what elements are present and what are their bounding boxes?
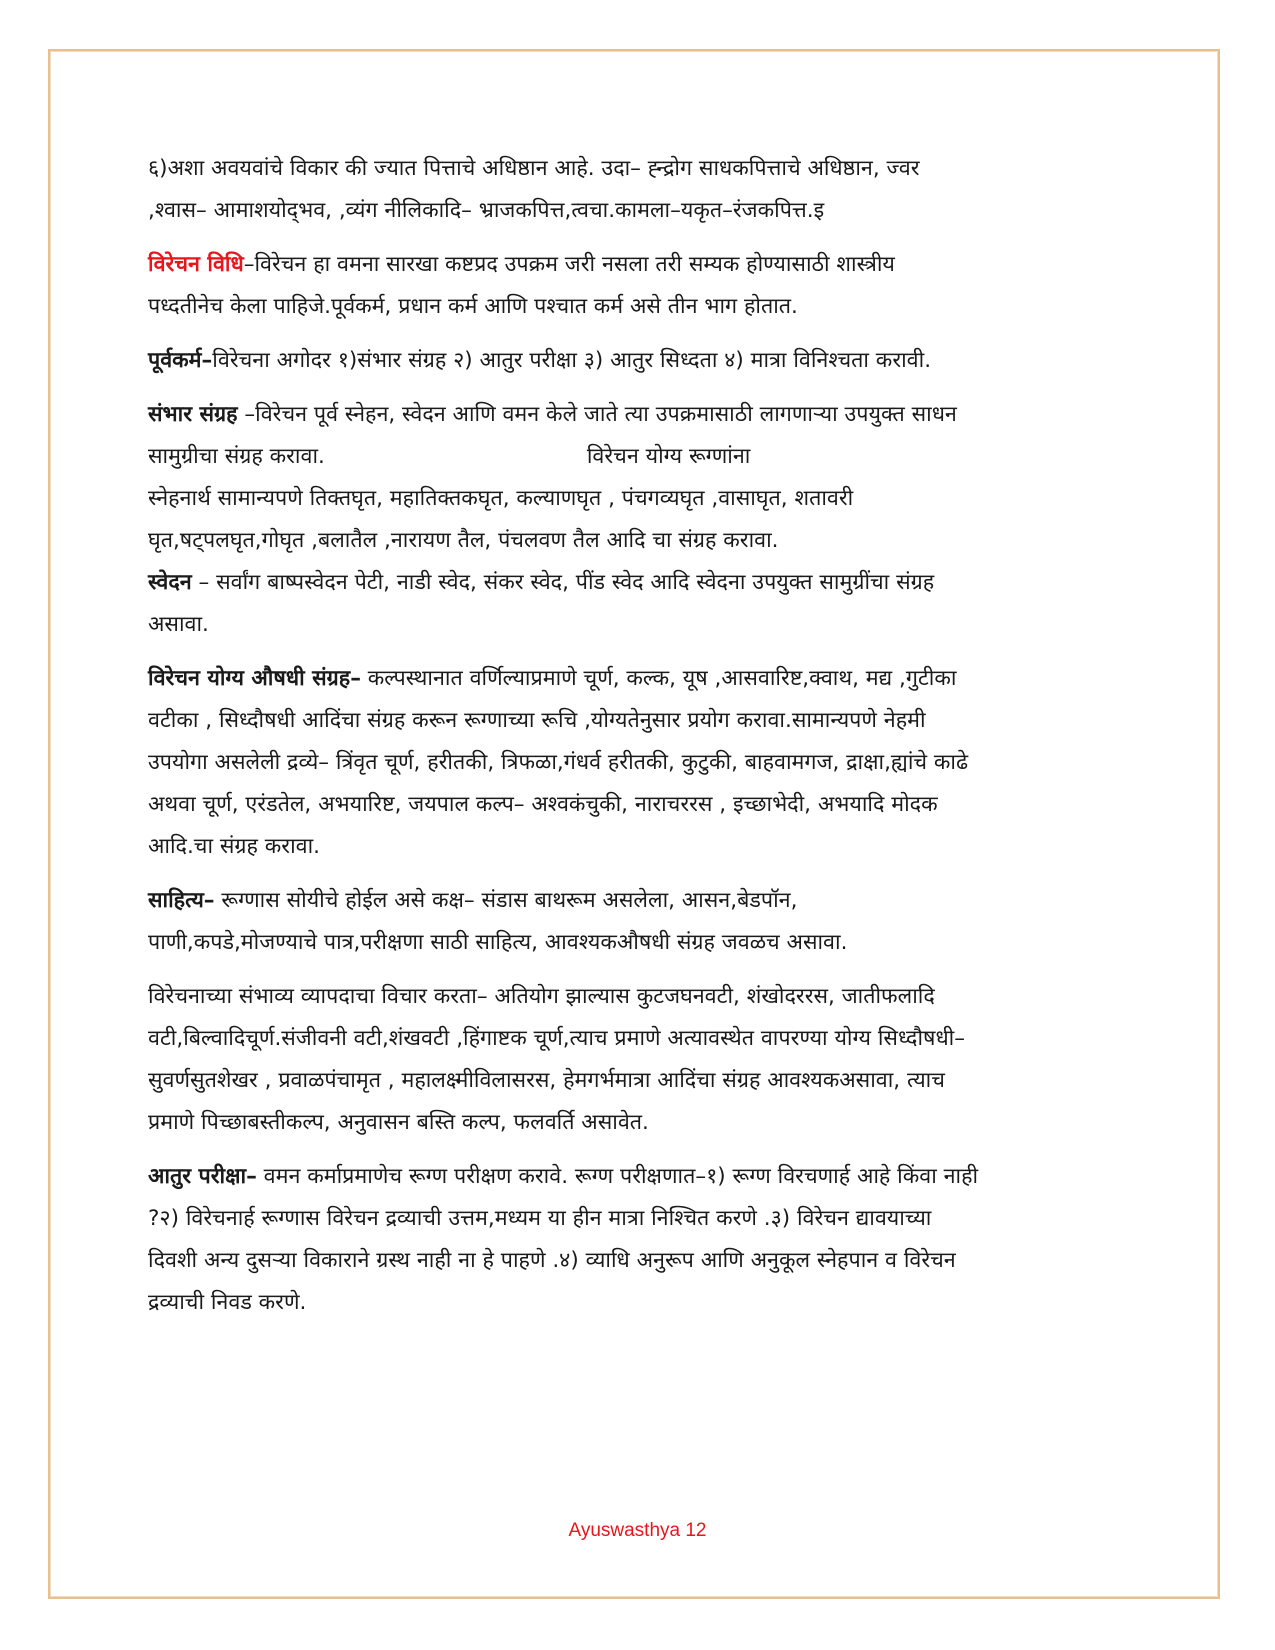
section-heading-sahitya: साहित्य– <box>148 888 215 913</box>
text-line: ६)अशा अवयवांचे विकार की ज्यात पित्ताचे अधिष्ठान आहे. उदा– ह्न्द्रोग साधकपित्ताचे अधिष्ठान, ज्वर <box>148 156 920 181</box>
paragraph-sahitya <box>148 880 1128 964</box>
section-heading-aushadhi-sangrah: विरेचन योग्य औषधी संग्रह– <box>148 666 361 691</box>
text-line: पाणी,कपडे,मोजण्याचे पात्र,परीक्षणा साठी साहित्य, आवश्यकऔषधी संग्रह जवळच असावा. <box>148 930 848 955</box>
text-line: वटीका , सिध्दौषधी आदिंचा संग्रह करून रूग्णाच्या रूचि ,योग्यतेनुसार प्रयोग करावा.सामान्यपणे नेहमी <box>148 708 926 733</box>
text-line: –विरेचन हा वमना सारखा कष्टप्रद उपक्रम जरी नसला तरी सम्यक होण्यासाठी शास्त्रीय <box>243 252 895 277</box>
text-line: सामुग्रीचा संग्रह करावा. <box>148 444 325 469</box>
text-line: आदि.चा संग्रह करावा. <box>148 834 320 859</box>
text-line: घृत,षट्पलघृत,गोघृत ,बलातैल ,नारायण तैल, पंचलवण तैल आदि चा संग्रह करावा. <box>148 528 779 553</box>
text-line: –विरेचन पूर्व स्नेहन, स्वेदन आणि वमन केले जाते त्या उपक्रमासाठी लागणाऱ्या उपयुक्त साधन <box>237 402 957 427</box>
text-line: उपयोगा असलेली द्रव्ये– त्रिंवृत चूर्ण, हरीतकी, त्रिफळा,गंधर्व हरीतकी, कुटुकी, बाहवामगज, द्राक्षा,ह्यांचे काढे <box>148 750 969 775</box>
text-line: वटी,बिल्वादिचूर्ण.संजीवनी वटी,शंखवटी ,हिंगाष्टक चूर्ण,त्याच प्रमाणे अत्यावस्थेत वापरण्या योग्य सिध्दौषधी– <box>148 1026 965 1051</box>
text-line: वमन कर्माप्रमाणेच रूग्ण परीक्षण करावे. रूग्ण परीक्षणात–१) रूग्ण विरचणार्ह आहे किंवा नाही <box>256 1164 979 1189</box>
text-line: ,श्वास– आमाशयोद्‌भव, ,व्यंग नीलिकादि– भ्राजकपित्त,त्वचा.कामला–यकृत–रंजकपित्त.इ <box>148 198 825 223</box>
text-line: – सर्वांग बाष्पस्वेदन पेटी, नाडी स्वेद, संकर स्वेद, पींड स्वेद आदि स्वेदना उपयुक्त सामुग्रींचा संग्रह <box>191 570 935 595</box>
text-line: अथवा चूर्ण, एरंडतेल, अभयारिष्ट, जयपाल कल्प– अश्वकंचुकी, नाराचररस , इच्छाभेदी, अभयादि मोदक <box>148 792 938 817</box>
text-line: द्रव्याची निवड करणे. <box>148 1290 307 1315</box>
document-body <box>148 148 1128 1336</box>
paragraph-aushadhi-sangrah <box>148 658 1128 868</box>
text-line: सुवर्णसुतशेखर , प्रवाळपंचामृत , महालक्ष्मीविलासरस, हेमगर्भमात्रा आदिंचा संग्रह आवश्यकअसावा, त्याच <box>148 1068 945 1093</box>
section-heading-virechan-vidhi: विरेचन विधि <box>148 252 244 277</box>
section-heading-atur-pariksha: आतुर परीक्षा– <box>148 1164 257 1189</box>
section-heading-sambhar-sangrah: संभार संग्रह <box>148 402 238 427</box>
text-line: विरेचन योग्य रूग्णांना <box>586 444 751 469</box>
text-line: रूग्णास सोयीचे होईल असे कक्ष– संडास बाथरूम असलेला, आसन,बेडपॉन, <box>214 888 798 913</box>
paragraph-purvakarma <box>148 340 1128 382</box>
paragraph-vyapad <box>148 976 1128 1144</box>
section-heading-purvakarma: पूर्वकर्म– <box>148 348 213 373</box>
paragraph-virechan-vidhi <box>148 244 1128 328</box>
section-heading-swedan: स्वेदन <box>148 570 192 595</box>
text-line: विरेचना अगोदर १)संभार संग्रह २) आतुर परीक्षा ३) आतुर सिध्दता ४) मात्रा विनिश्चता करावी. <box>212 348 932 373</box>
text-line: असावा. <box>148 612 209 637</box>
paragraph-atur-pariksha <box>148 1156 1128 1324</box>
text-line: कल्पस्थानात वर्णिल्याप्रमाणे चूर्ण, कल्क, यूष ,आसवारिष्ट,क्वाथ, मद्य ,गुटीका <box>360 666 957 691</box>
text-line: विरेचनाच्या संभाव्य व्यापदाचा विचार करता– अतियोग झाल्यास कुटजघनवटी, शंखोदररस, जातीफलादि <box>148 984 935 1009</box>
paragraph-sambhar-sangrah <box>148 394 1128 562</box>
text-line: पध्दतीनेच केला पाहिजे.पूर्वकर्म, प्रधान कर्म आणि पश्चात कर्म असे तीन भाग होतात. <box>148 294 798 319</box>
paragraph-organ-disorders <box>148 148 1128 232</box>
text-line: दिवशी अन्य दुसऱ्या विकाराने ग्रस्थ नाही ना हे पाहणे .४) व्याधि अनुरूप आणि अनुकूल स्नेहपान व विरेचन <box>148 1248 956 1273</box>
page-footer: Ayuswasthya 12 <box>568 1520 707 1541</box>
paragraph-swedan <box>148 562 1128 646</box>
text-line: ?२) विरेचनार्ह रूग्णास विरेचन द्रव्याची उत्तम,मध्यम या हीन मात्रा निश्चित करणे .३) विरेचन द्यावयाच्या <box>148 1206 932 1231</box>
text-line: स्नेहनार्थ सामान्यपणे तिक्तघृत, महातिक्तकघृत, कल्याणघृत , पंचगव्यघृत ,वासाघृत, शतावरी <box>148 486 854 511</box>
text-line: प्रमाणे पिच्छाबस्तीकल्प, अनुवासन बस्ति कल्प, फलवर्ति असावेत. <box>148 1110 649 1135</box>
